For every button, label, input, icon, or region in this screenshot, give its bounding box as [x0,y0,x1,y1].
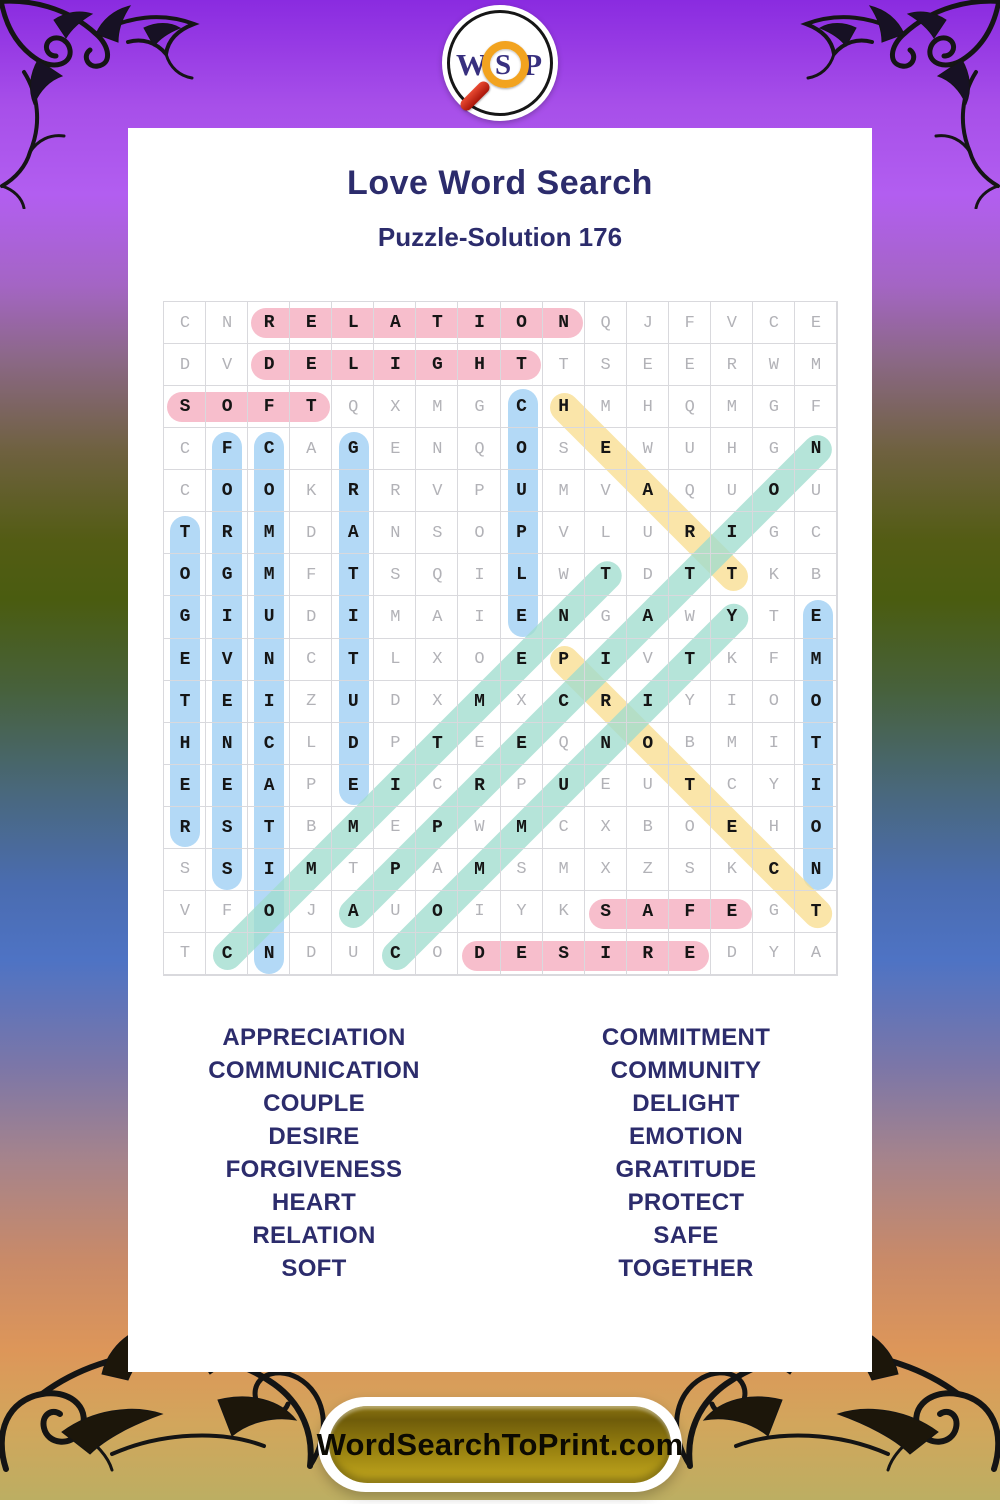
grid-cell: P [501,512,543,554]
grid-cell: V [627,639,669,681]
grid-cell: C [501,386,543,428]
grid-cell: G [753,428,795,470]
grid-cell: E [290,302,332,344]
grid-cell: D [374,681,416,723]
grid-cell: E [711,807,753,849]
grid-cell: P [458,470,500,512]
grid-cell: Z [627,849,669,891]
grid-cell: I [248,681,290,723]
grid-cell: R [458,765,500,807]
grid-cell: Q [332,386,374,428]
grid-cell: T [164,681,206,723]
grid-cell: P [543,639,585,681]
grid-cell: S [585,891,627,933]
grid-cell: C [711,765,753,807]
grid-cell: V [206,639,248,681]
word-list [128,1021,872,1285]
grid-cell: U [627,765,669,807]
wsp-logo [442,5,558,121]
grid-cell: I [585,933,627,975]
grid-cell: M [248,512,290,554]
grid-cell: K [753,554,795,596]
grid-cell: I [711,681,753,723]
grid-cell: M [374,596,416,638]
grid-cell: O [795,807,837,849]
grid-cell: G [206,554,248,596]
grid-cell: I [711,512,753,554]
grid-cell: X [416,639,458,681]
grid-cell: G [416,344,458,386]
grid-cell: R [669,512,711,554]
grid-cell: D [290,596,332,638]
grid-cell: X [585,807,627,849]
grid-cell: M [416,386,458,428]
grid-cell: D [290,933,332,975]
grid-cell: S [501,849,543,891]
grid-cell: U [711,470,753,512]
grid-cell: M [458,849,500,891]
grid-cell: X [416,681,458,723]
grid-cell: Y [501,891,543,933]
grid-cell: E [332,765,374,807]
grid-cell: M [543,470,585,512]
grid-cell: E [585,428,627,470]
word-item: EMOTION [628,1123,744,1150]
word-item: SAFE [653,1222,719,1249]
grid-cell: E [501,933,543,975]
grid-cell: F [753,639,795,681]
grid-cell: C [248,428,290,470]
grid-cell: T [795,723,837,765]
grid-cell: C [290,639,332,681]
grid-cell: K [711,849,753,891]
grid-cell: U [374,891,416,933]
grid-cell: V [416,470,458,512]
grid-cell: E [795,596,837,638]
grid-cell: S [585,344,627,386]
grid-cell: R [374,470,416,512]
grid-cell: S [543,428,585,470]
word-column-left [128,1021,500,1285]
grid-cell: I [458,891,500,933]
grid-cell: A [332,512,374,554]
grid-cell: C [164,302,206,344]
grid-cell: Q [585,302,627,344]
grid-cell: E [206,681,248,723]
grid-cell: D [248,344,290,386]
logo-letter-p: P [523,47,542,82]
grid-cell: Q [543,723,585,765]
grid-cell: P [501,765,543,807]
grid-cell: A [248,765,290,807]
word-search-grid [163,301,838,976]
grid-cell: F [795,386,837,428]
grid-cell: G [753,512,795,554]
grid-cell: R [627,933,669,975]
grid-cell: V [711,302,753,344]
grid-cell: G [164,596,206,638]
grid-cell: T [501,344,543,386]
logo-letter-s: S [495,49,512,81]
grid-cell: O [753,681,795,723]
magnifier-icon [482,41,529,88]
grid-cell: X [501,681,543,723]
grid-cell: D [627,554,669,596]
grid-cell: M [795,639,837,681]
word-item: FORGIVENESS [225,1156,403,1183]
grid-cell: E [711,891,753,933]
grid-cell: O [416,933,458,975]
grid-cell: H [753,807,795,849]
grid-cell: T [332,639,374,681]
grid-cell: D [711,933,753,975]
grid-cell: I [374,344,416,386]
word-item: COUPLE [263,1090,365,1117]
grid-cell: T [248,807,290,849]
grid-cell: H [711,428,753,470]
grid-cell: I [374,765,416,807]
grid-cell: T [543,344,585,386]
grid-cell: T [795,891,837,933]
grid-cell: L [332,344,374,386]
grid-cell: U [795,470,837,512]
grid-cell: E [669,344,711,386]
grid-cell: C [206,933,248,975]
grid-cell: M [711,386,753,428]
grid-cell: I [458,554,500,596]
grid-cell: D [290,512,332,554]
grid-cell: K [711,639,753,681]
grid-cell: R [206,512,248,554]
grid-cell: V [543,512,585,554]
grid-cell: T [332,849,374,891]
grid-cell: E [669,933,711,975]
grid-cell: A [627,596,669,638]
grid-cell: H [458,344,500,386]
grid-cell: O [501,428,543,470]
grid-cell: T [711,554,753,596]
grid-cell: F [290,554,332,596]
grid-cell: H [164,723,206,765]
grid-cell: P [374,723,416,765]
grid-cell: E [627,344,669,386]
grid-cell: M [711,723,753,765]
word-item: DELIGHT [632,1090,740,1117]
grid-cell: O [753,470,795,512]
grid-cell: I [795,765,837,807]
grid-cell: R [248,302,290,344]
grid-cell: E [164,639,206,681]
grid-cell: R [332,470,374,512]
grid-cell: U [669,428,711,470]
grid-cell: U [627,512,669,554]
grid-cell: N [416,428,458,470]
grid-cell: S [164,386,206,428]
grid-cell: M [795,344,837,386]
grid-cell: K [543,891,585,933]
grid-cell: X [585,849,627,891]
grid-cell: Q [458,428,500,470]
grid-cell: T [669,765,711,807]
grid-cell: W [543,554,585,596]
grid-cell: E [501,596,543,638]
grid-cell: S [416,512,458,554]
grid-cell: O [206,386,248,428]
grid-cell: N [374,512,416,554]
grid-cell: T [164,512,206,554]
grid-cell: L [290,723,332,765]
grid-cell: A [374,302,416,344]
grid-cell: T [669,554,711,596]
grid-cell: F [669,891,711,933]
grid-cell: L [374,639,416,681]
grid-cell: V [206,344,248,386]
word-column-right [500,1021,872,1285]
grid-cell: N [543,596,585,638]
grid-cell: Q [669,386,711,428]
grid-cell: L [501,554,543,596]
site-button[interactable]: WordSearchToPrint.com [329,1406,671,1483]
grid-cell: G [458,386,500,428]
grid-cell: G [332,428,374,470]
grid-cell: P [416,807,458,849]
grid-cell: E [290,344,332,386]
grid-cell: C [416,765,458,807]
grid-cell: E [164,765,206,807]
grid-cell: M [248,554,290,596]
grid-cell: F [206,891,248,933]
grid-cell: T [669,639,711,681]
word-item: PROTECT [627,1189,745,1216]
grid-cell: I [753,723,795,765]
grid-cell: B [627,807,669,849]
grid-cell: F [206,428,248,470]
grid-cell: A [627,470,669,512]
grid-cell: E [458,723,500,765]
grid-cell: T [164,933,206,975]
grid-cell: S [543,933,585,975]
grid-cell: S [206,807,248,849]
grid-cell: U [332,933,374,975]
grid-cell: T [753,596,795,638]
grid-cell: N [795,428,837,470]
grid-cell: N [206,302,248,344]
grid-cell: E [795,302,837,344]
grid-cell: J [627,302,669,344]
grid-cell: Y [753,765,795,807]
grid-cell: P [374,849,416,891]
grid-cell: R [164,807,206,849]
grid-cell: Y [711,596,753,638]
grid-cell: C [753,302,795,344]
grid-cell: O [416,891,458,933]
grid-cell: F [669,302,711,344]
grid-cell: C [795,512,837,554]
grid-cell: A [416,596,458,638]
page-title: Love Word Search [347,164,653,202]
grid-cell: O [669,807,711,849]
grid-cell: C [374,933,416,975]
grid-cell: E [501,639,543,681]
grid-cell: W [627,428,669,470]
grid-cell: J [290,891,332,933]
grid-cell: W [669,596,711,638]
grid-cell: B [795,554,837,596]
grid-cell: N [585,723,627,765]
grid-cell: F [248,386,290,428]
grid-cell: O [164,554,206,596]
grid-cell: S [374,554,416,596]
grid-cell: E [374,428,416,470]
word-item: COMMUNICATION [208,1057,420,1084]
grid-cell: Y [669,681,711,723]
grid-cell: C [248,723,290,765]
grid-cell: I [458,302,500,344]
grid-cell: U [501,470,543,512]
grid-cell: O [248,470,290,512]
grid-cell: Q [669,470,711,512]
grid-cell: R [711,344,753,386]
grid-cell: D [164,344,206,386]
grid-cell: Q [416,554,458,596]
puzzle-solution-number: Puzzle-Solution 176 [377,222,623,252]
grid-cell: I [248,849,290,891]
grid-cell: B [669,723,711,765]
grid-cell: M [585,386,627,428]
grid-cell: G [753,891,795,933]
grid-cell: N [206,723,248,765]
grid-cell: T [416,302,458,344]
word-item: TOGETHER [618,1255,754,1282]
grid-cell: B [290,807,332,849]
grid-cell: L [585,512,627,554]
grid-cell: N [248,639,290,681]
grid-cell: O [795,681,837,723]
word-item: DESIRE [268,1123,360,1150]
logo-letter-w: W [456,47,487,82]
word-item: COMMUNITY [610,1057,762,1084]
grid-cell: O [627,723,669,765]
grid-cell: O [206,470,248,512]
grid-cell: O [501,302,543,344]
grid-cell: A [290,428,332,470]
grid-cell: E [374,807,416,849]
grid-cell: N [795,849,837,891]
grid-cell: W [753,344,795,386]
site-button-outer [318,1397,682,1492]
grid-cell: I [627,681,669,723]
grid-cell: Y [753,933,795,975]
grid-cell: R [585,681,627,723]
grid-cell: G [585,596,627,638]
grid-cell: U [248,596,290,638]
word-item: GRATITUDE [615,1156,757,1183]
grid-cell: A [627,891,669,933]
grid-cell: A [795,933,837,975]
grid-cell: D [458,933,500,975]
grid-cell: T [585,554,627,596]
grid-cell: T [332,554,374,596]
grid-cell: T [416,723,458,765]
grid-cell: U [543,765,585,807]
grid-cell: O [458,512,500,554]
grid-cell: D [332,723,374,765]
grid-cell: A [416,849,458,891]
grid-cells [164,302,837,975]
grid-cell: N [248,933,290,975]
grid-cell: W [458,807,500,849]
grid-cell: C [543,807,585,849]
word-item: RELATION [252,1222,376,1249]
grid-cell: S [206,849,248,891]
grid-cell: Z [290,681,332,723]
grid-cell: I [206,596,248,638]
grid-cell: M [543,849,585,891]
grid-cell: E [585,765,627,807]
grid-cell: X [374,386,416,428]
grid-cell: E [206,765,248,807]
word-item: APPRECIATION [222,1024,406,1051]
grid-cell: O [248,891,290,933]
grid-cell: I [585,639,627,681]
word-item: HEART [271,1189,357,1216]
grid-cell: M [332,807,374,849]
grid-cell: V [164,891,206,933]
grid-cell: M [458,681,500,723]
grid-cell: C [543,681,585,723]
grid-cell: N [543,302,585,344]
grid-cell: L [332,302,374,344]
word-item: COMMITMENT [601,1024,771,1051]
grid-cell: I [332,596,374,638]
grid-cell: S [164,849,206,891]
grid-cell: M [501,807,543,849]
puzzle-card [128,128,872,1372]
grid-cell: V [585,470,627,512]
grid-cell: A [332,891,374,933]
grid-cell: U [332,681,374,723]
grid-cell: T [290,386,332,428]
grid-cell: K [290,470,332,512]
grid-cell: H [627,386,669,428]
grid-cell: P [290,765,332,807]
grid-cell: H [543,386,585,428]
grid-cell: C [164,470,206,512]
word-item: SOFT [281,1255,347,1282]
grid-cell: M [290,849,332,891]
grid-cell: I [458,596,500,638]
grid-cell: E [501,723,543,765]
grid-cell: C [753,849,795,891]
grid-cell: C [164,428,206,470]
grid-cell: S [669,849,711,891]
grid-cell: O [458,639,500,681]
grid-cell: G [753,386,795,428]
